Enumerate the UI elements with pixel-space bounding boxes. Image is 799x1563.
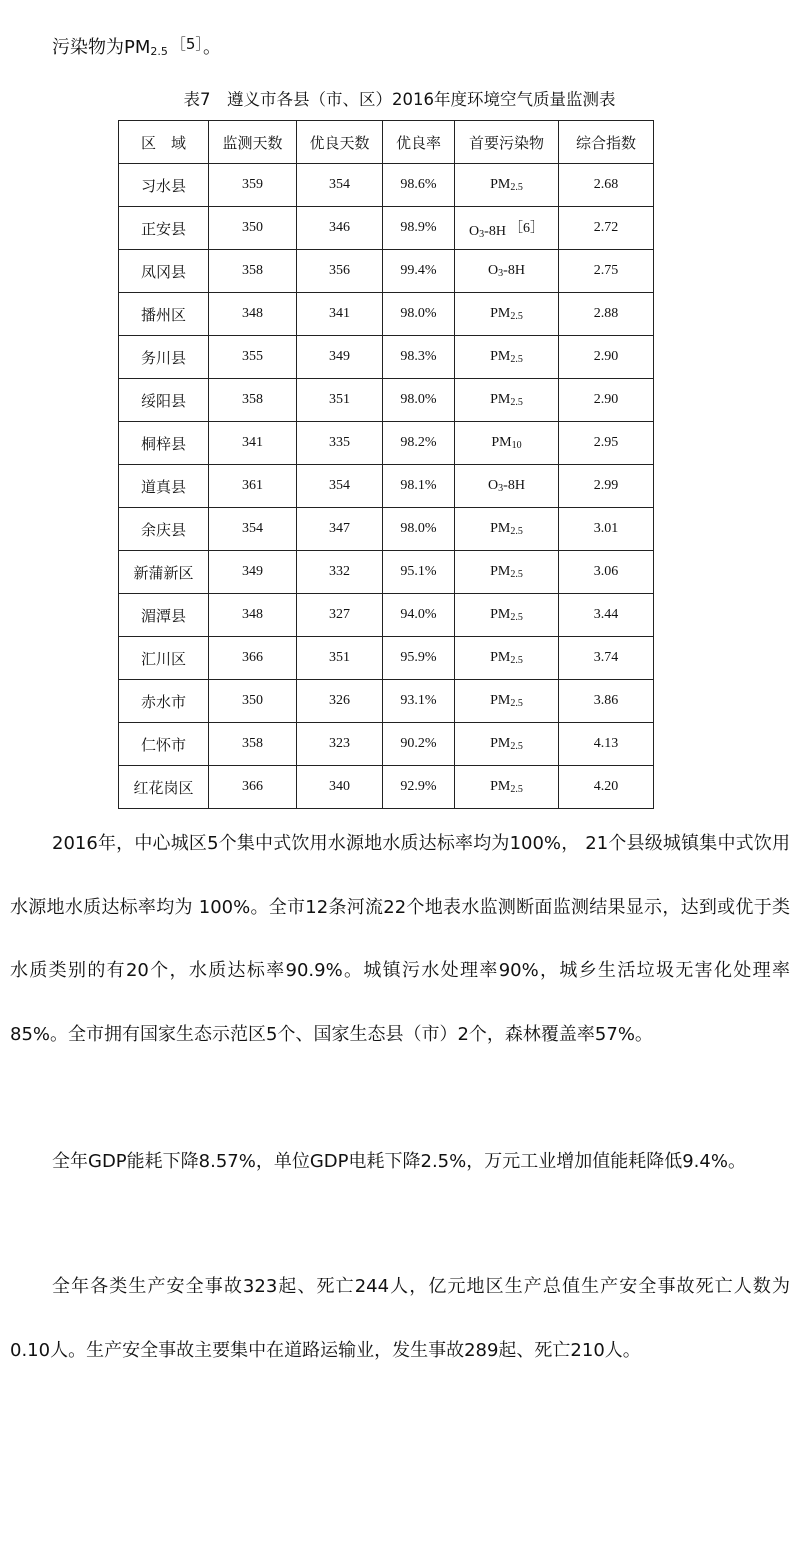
pollutant-name: PM (490, 564, 511, 579)
pollutant-subscript: 2.5 (510, 784, 523, 795)
pollutant-subscript: 2.5 (510, 741, 523, 752)
pollutant-reference: ［6］ (508, 220, 544, 236)
good-days-cell: 327 (297, 594, 383, 637)
pollutant-suffix: -8H (503, 478, 525, 493)
monitor-days-cell: 355 (209, 336, 297, 379)
table-row (119, 723, 654, 766)
composite-index-cell: 3.44 (559, 594, 654, 637)
good-rate-cell: 94.0% (383, 594, 455, 637)
good-rate-cell: 98.2% (383, 422, 455, 465)
pollutant-subscript: 3 (498, 483, 504, 494)
intro-subscript: 2.5 (150, 45, 168, 58)
pollutant-subscript: 2.5 (510, 311, 523, 322)
monitor-days-cell: 350 (209, 680, 297, 723)
monitor-days-cell: 348 (209, 293, 297, 336)
good-days-cell: 326 (297, 680, 383, 723)
pollutant-name: PM (490, 392, 511, 407)
table-row (119, 207, 654, 250)
pollutant-subscript: 2.5 (510, 698, 523, 709)
table-row (119, 250, 654, 293)
pollutant-name: PM (491, 435, 512, 450)
monitor-days-cell: 358 (209, 723, 297, 766)
header-good-days: 优良天数 (297, 121, 383, 164)
region-cell: 绥阳县 (119, 379, 209, 422)
primary-pollutant-cell (455, 379, 559, 422)
pollutant-name: O (488, 478, 499, 493)
paragraph-water: 2016年，中心城区5个集中式饮用水源地水质达标率均为100%， 21个县级城镇集中式饮用水源地水质达标率均为 100%。全市12条河流22个地表水监测断面监测结果显示，达到或优于类水质类别的有20个，水质达标率90.9%。城镇污水处理率90%，城乡生活垃圾无害化处理率85%。全市拥有国家生态示范区5个、国家生态县（市）2个，森林覆盖率57%。 (10, 833, 790, 1045)
pollutant-suffix: -8H (503, 263, 525, 278)
monitor-days-cell: 359 (209, 164, 297, 207)
pollutant-name: PM (490, 349, 511, 364)
region-cell: 湄潭县 (119, 594, 209, 637)
composite-index-cell: 2.72 (559, 207, 654, 250)
intro-text: 污染物为PM (52, 37, 151, 58)
table-row (119, 293, 654, 336)
good-rate-cell: 95.1% (383, 551, 455, 594)
primary-pollutant-cell (455, 422, 559, 465)
table-row (119, 422, 654, 465)
table-row (119, 465, 654, 508)
region-cell: 务川县 (119, 336, 209, 379)
table-row (119, 637, 654, 680)
table-body (119, 164, 654, 809)
good-days-cell: 332 (297, 551, 383, 594)
good-days-cell: 346 (297, 207, 383, 250)
table-caption: 表7 遵义市各县（市、区）2016年度环境空气质量监测表 (183, 90, 616, 109)
monitor-days-cell: 354 (209, 508, 297, 551)
good-days-cell: 356 (297, 250, 383, 293)
pollutant-name: PM (490, 607, 511, 622)
pollutant-subscript: 2.5 (510, 354, 523, 365)
paragraph-safety: 全年各类生产安全事故323起、死亡244人，亿元地区生产总值生产安全事故死亡人数为0.10人。生产安全事故主要集中在道路运输业，发生事故289起、死亡210人。 (10, 1276, 790, 1361)
composite-index-cell: 2.75 (559, 250, 654, 293)
header-region: 区 域 (119, 121, 209, 164)
region-cell: 道真县 (119, 465, 209, 508)
table-row (119, 680, 654, 723)
good-rate-cell: 98.6% (383, 164, 455, 207)
good-days-cell: 354 (297, 164, 383, 207)
region-cell: 赤水市 (119, 680, 209, 723)
composite-index-cell: 2.95 (559, 422, 654, 465)
region-cell: 播州区 (119, 293, 209, 336)
good-rate-cell: 98.3% (383, 336, 455, 379)
pollutant-name: PM (490, 177, 511, 192)
good-days-cell: 351 (297, 379, 383, 422)
monitor-days-cell: 361 (209, 465, 297, 508)
region-cell: 桐梓县 (119, 422, 209, 465)
good-rate-cell: 98.0% (383, 508, 455, 551)
table-header-row (119, 121, 654, 164)
pollutant-name: O (469, 223, 480, 239)
region-cell: 余庆县 (119, 508, 209, 551)
good-rate-cell: 98.9% (383, 207, 455, 250)
pollutant-name: PM (490, 650, 511, 665)
good-rate-cell: 92.9% (383, 766, 455, 809)
composite-index-cell: 3.74 (559, 637, 654, 680)
pollutant-subscript: 3 (498, 268, 504, 279)
monitor-days-cell: 366 (209, 766, 297, 809)
good-rate-cell: 98.1% (383, 465, 455, 508)
intro-end: 。 (202, 37, 221, 58)
primary-pollutant-cell (455, 766, 559, 809)
good-days-cell: 341 (297, 293, 383, 336)
pollutant-suffix: -8H (484, 223, 506, 239)
region-cell: 习水县 (119, 164, 209, 207)
monitor-days-cell: 350 (209, 207, 297, 250)
primary-pollutant-cell (455, 293, 559, 336)
composite-index-cell: 2.99 (559, 465, 654, 508)
header-composite-index: 综合指数 (559, 121, 654, 164)
primary-pollutant-cell (455, 680, 559, 723)
table-row (119, 379, 654, 422)
region-cell: 正安县 (119, 207, 209, 250)
table-row (119, 508, 654, 551)
region-cell: 凤冈县 (119, 250, 209, 293)
pollutant-subscript: 2.5 (510, 655, 523, 666)
pollutant-subscript: 2.5 (510, 397, 523, 408)
table-row (119, 164, 654, 207)
primary-pollutant-cell (455, 637, 559, 680)
composite-index-cell: 4.20 (559, 766, 654, 809)
pollutant-subscript: 10 (511, 440, 522, 451)
region-cell: 仁怀市 (119, 723, 209, 766)
composite-index-cell: 2.90 (559, 336, 654, 379)
good-days-cell: 335 (297, 422, 383, 465)
monitor-days-cell: 358 (209, 250, 297, 293)
pollutant-subscript: 2.5 (510, 569, 523, 580)
table-row (119, 594, 654, 637)
region-cell: 汇川区 (119, 637, 209, 680)
good-rate-cell: 90.2% (383, 723, 455, 766)
monitor-days-cell: 349 (209, 551, 297, 594)
primary-pollutant-cell (455, 336, 559, 379)
paragraph-energy: 全年GDP能耗下降8.57%，单位GDP电耗下降2.5%，万元工业增加值能耗降低9.4%。 (52, 1151, 746, 1172)
primary-pollutant-cell (455, 250, 559, 293)
header-primary-pollutant: 首要污染物 (455, 121, 559, 164)
monitor-days-cell: 358 (209, 379, 297, 422)
intro-reference: ［5］ (170, 35, 203, 53)
pollutant-subscript: 2.5 (510, 526, 523, 537)
good-rate-cell: 98.0% (383, 379, 455, 422)
region-cell: 新蒲新区 (119, 551, 209, 594)
composite-index-cell: 3.01 (559, 508, 654, 551)
primary-pollutant-cell (455, 594, 559, 637)
good-days-cell: 323 (297, 723, 383, 766)
header-monitor-days: 监测天数 (209, 121, 297, 164)
pollutant-name: PM (490, 736, 511, 751)
good-rate-cell: 98.0% (383, 293, 455, 336)
pollutant-name: PM (490, 693, 511, 708)
composite-index-cell: 2.90 (559, 379, 654, 422)
region-cell: 红花岗区 (119, 766, 209, 809)
air-quality-table (118, 120, 654, 809)
primary-pollutant-cell (455, 551, 559, 594)
good-rate-cell: 95.9% (383, 637, 455, 680)
good-days-cell: 347 (297, 508, 383, 551)
table-row (119, 336, 654, 379)
good-days-cell: 354 (297, 465, 383, 508)
primary-pollutant-cell (455, 207, 559, 250)
composite-index-cell: 2.68 (559, 164, 654, 207)
monitor-days-cell: 348 (209, 594, 297, 637)
primary-pollutant-cell (455, 508, 559, 551)
good-rate-cell: 93.1% (383, 680, 455, 723)
pollutant-name: PM (490, 306, 511, 321)
pollutant-subscript: 2.5 (510, 182, 523, 193)
composite-index-cell: 3.86 (559, 680, 654, 723)
good-days-cell: 351 (297, 637, 383, 680)
composite-index-cell: 2.88 (559, 293, 654, 336)
monitor-days-cell: 341 (209, 422, 297, 465)
header-good-rate: 优良率 (383, 121, 455, 164)
intro-line (52, 30, 221, 66)
pollutant-subscript: 3 (479, 228, 485, 240)
good-rate-cell: 99.4% (383, 250, 455, 293)
good-days-cell: 349 (297, 336, 383, 379)
monitor-days-cell: 366 (209, 637, 297, 680)
pollutant-name: PM (490, 521, 511, 536)
pollutant-name: O (488, 263, 499, 278)
good-days-cell: 340 (297, 766, 383, 809)
pollutant-name: PM (490, 779, 511, 794)
table-row (119, 766, 654, 809)
table-row (119, 551, 654, 594)
pollutant-subscript: 2.5 (510, 612, 523, 623)
composite-index-cell: 4.13 (559, 723, 654, 766)
primary-pollutant-cell (455, 465, 559, 508)
composite-index-cell: 3.06 (559, 551, 654, 594)
primary-pollutant-cell (455, 164, 559, 207)
primary-pollutant-cell (455, 723, 559, 766)
